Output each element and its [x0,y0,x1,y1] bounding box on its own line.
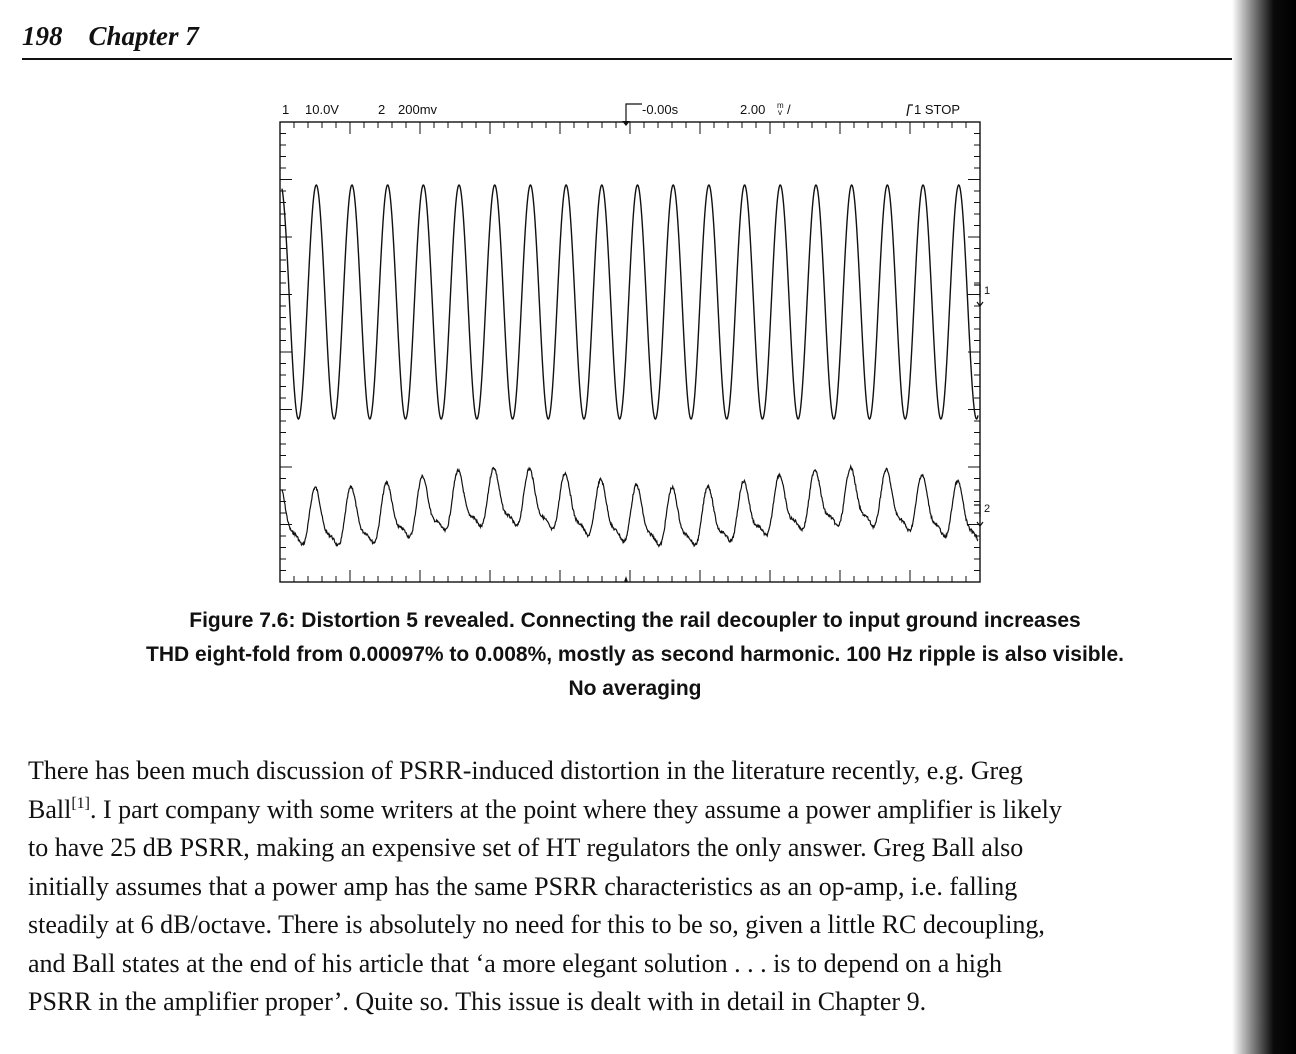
paragraph-line: PSRR in the amplifier proper’. Quite so. This issue is dealt with in detail in Chapter 9. [28,987,927,1016]
timebase-unit-bottom: v [778,108,782,117]
ch2-trace [282,466,978,546]
caption-line-1: Figure 7.6: Distortion 5 revealed. Connecting the rail decoupler to input ground increases [189,609,1081,632]
running-header [22,14,1232,60]
ch1-ground-marker-icon [974,285,983,306]
ch2-scale: 200mv [398,102,438,117]
paragraph-line [28,791,1248,830]
oscilloscope-figure [270,92,990,600]
timebase-slash: / [787,102,791,117]
trigger-position-bracket [626,104,642,112]
paragraph-text: . I part company with some writers at the point where they assume a power amplifier is likely [90,794,1062,824]
paragraph-line: to have 25 dB PSRR, making an expensive set of HT regulators the only answer. Greg Ball also [28,833,1024,862]
ch2-ground-marker-icon [974,505,983,526]
author-name: Ball [28,794,72,824]
body-paragraph [28,752,1248,1022]
oscilloscope-display [270,92,990,600]
timebase-unit-top: m [777,101,784,110]
trigger-time: -0.00s [642,102,679,117]
ch2-ground-label: 2 [984,503,990,515]
caption-line-2: THD eight-fold from 0.00097% to 0.008%, mostly as second harmonic. 100 Hz ripple is also visible. [146,643,1124,666]
paragraph-line: steadily at 6 dB/octave. There is absolutely no need for this to be so, given a little RC decoupling, [28,910,1045,939]
figure-caption [30,604,1240,706]
trigger-time-arrow-icon [622,121,630,126]
trigger-edge-icon [907,105,913,116]
ch1-scale: 10.0V [305,102,339,117]
paragraph-line: There has been much discussion of PSRR-induced distortion in the literature recently, e.g. Greg [28,756,1023,785]
ch1-ground-label: 1 [984,285,990,297]
trigger-status: 1 STOP [914,102,961,117]
timebase: 2.00 [740,102,766,117]
ch1-trace [282,185,978,419]
page-number: 198 [22,21,63,51]
ch1-label: 1 [282,102,290,117]
paragraph-line: initially assumes that a power amp has the same PSRR characteristics as an op-amp, i.e. falling [28,871,1018,901]
paragraph-line: and Ball states at the end of his article that ‘a more elegant solution . . . is to depend on a high [28,948,1003,978]
caption-line-3: No averaging [568,677,702,700]
bottom-center-marker-icon [624,576,628,582]
chapter-title: Chapter 7 [88,21,199,51]
ch2-label: 2 [378,102,386,117]
citation-reference[interactable]: [1] [71,794,90,812]
